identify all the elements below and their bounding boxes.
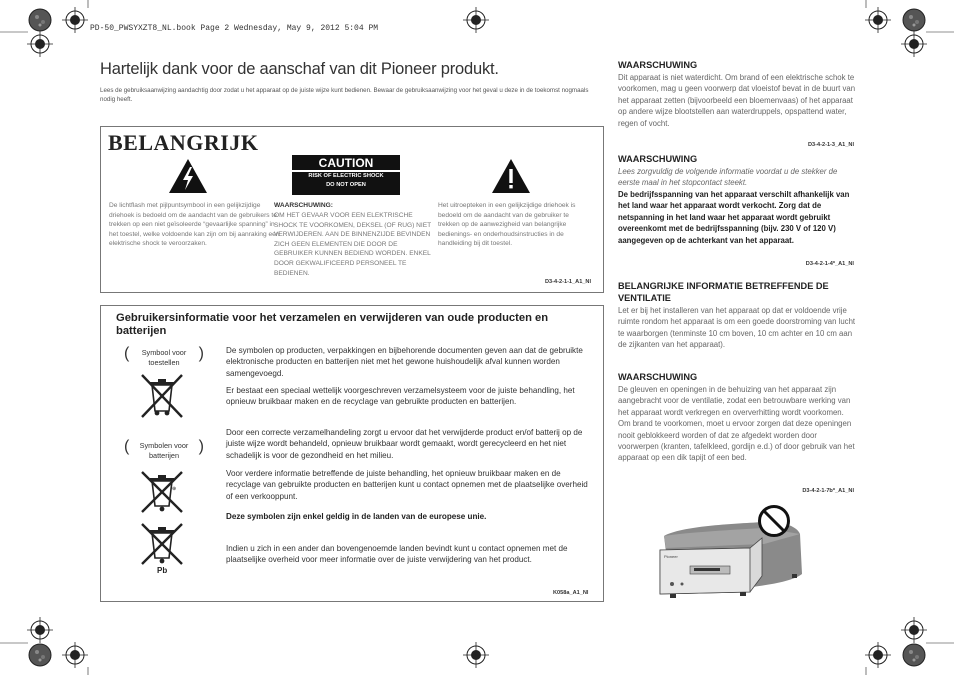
lightning-explanation: De lichtflash met pijlpuntsymbool in een gelijkzijdige driehoek is bedoeld om de aandacht van de gebruikers te trekken op een niet geïsoleerde “gevaarlijke spanning” in het toestel, welke voldoende kan zijn om bij aanraking een elektrische shock te veroorzaken. — [109, 202, 280, 248]
warning-2-italic: Lees zorgvuldig de volgende informatie voordat u de stekker de eerste maal in het stopcontact steekt. — [618, 167, 838, 188]
warning-2-bold: De bedrijfsspanning van het apparaat verschilt afhankelijk van het land waar het apparaat wordt verkocht. Zorg dat de netspanning in het land waar het apparaat wordt gebruikt overeenkomt met de bedrijfsspanning (bijv. 230 V of 120 V) aangegeven op de achterkant van het apparaat. — [618, 190, 850, 245]
gebruikers-paragraph-2: Er bestaat een speciaal wettelijk voorgeschreven verzamelsysteem voor de juiste behandling, het opnieuw bruikbaar maken en de recyclage van gebruikte producten en batterijen. — [226, 386, 575, 407]
caution-label-box — [292, 155, 400, 195]
crossed-bin-battery-pb-icon — [140, 522, 184, 566]
warning-1-heading: WAARSCHUWING — [618, 60, 698, 70]
warning-1-code: D3-4-2-1-3_A1_Nl — [807, 142, 854, 148]
gebruikers-paragraph-6: Indien u zich in een ander dan bovengenoemde landen bevindt kunt u contact opnemen met de plaatselijke overheid voor meer informatie over de juiste verwijdering van het product. — [226, 544, 568, 565]
warning-2-heading: WAARSCHUWING — [618, 154, 698, 164]
gebruikers-paragraph-3: Door een correcte verzamelhandeling zorgt u ervoor dat het verwijderde product en/of batterij op de juiste wijze wordt behandeld, opnieuw bruikbaar wordt gemaakt, wordt gerecycleerd en het niet schadelijk is voor de gezondheid en het milieu. — [226, 428, 583, 460]
caution-line-2: DO NOT OPEN — [326, 182, 366, 188]
gebruikers-title: Gebruikersinformatie voor het verzamelen en verwijderen van oude producten en batterijen — [116, 312, 549, 337]
label-batterijen: ( Symbolen voor batterijen ) — [124, 438, 204, 460]
prohibition-icon — [757, 504, 791, 538]
crossed-bin-device-icon — [140, 373, 184, 421]
svg-text:⊕: ⊕ — [172, 486, 177, 492]
ventilation-heading: BELANGRIJKE INFORMATIE BETREFFENDE DE VENTILATIE — [618, 281, 829, 303]
warning-3-heading: WAARSCHUWING — [618, 372, 698, 382]
caution-line-1: RISK OF ELECTRIC SHOCK — [308, 173, 384, 179]
caution-label: CAUTION — [318, 156, 374, 170]
caution-heading: WAARSCHUWING: — [274, 202, 333, 209]
exclamation-warning-icon — [491, 158, 531, 194]
belangrijk-code: D3-4-2-1-1_A1_Nl — [545, 279, 592, 285]
warning-3-code: D3-4-2-1-7b*_A1_Nl — [802, 488, 854, 494]
lightning-warning-icon — [168, 158, 208, 194]
ventilation-text: Let er bij het installeren van het apparaat op dat er voldoende vrije ruimte rondom het apparaat is om een goede doorstroming van lucht te waarborgen (tenminste 10 cm boven, 10 cm achter en 10 cm aan de zijkanten van het apparaat). — [618, 306, 856, 350]
crossed-bin-battery-icon — [140, 470, 184, 514]
label-toestellen-text: Symbool voor toestellen — [141, 348, 187, 367]
warning-2-code: D3-4-2-1-4*_A1_Nl — [805, 261, 854, 267]
gebruikers-paragraph-4: Voor verdere informatie betreffende de juiste behandling, het opnieuw bruikbaar maken en de recyclage van gebruikte producten en batterijen kunt u contact opnemen met de plaatselijke overheid of een verkooppunt. — [226, 469, 588, 501]
gebruikers-paragraph-1: De symbolen op producten, verpakkingen en bijbehorende documenten geven aan dat de gebruikte elektronische producten en batterijen niet met het gewone huishoudelijk afval kunnen worden samengevoegd. — [226, 346, 583, 378]
belangrijk-title: BELANGRIJK — [108, 130, 259, 155]
page-title: Hartelijk dank voor de aanschaf van dit Pioneer produkt. — [100, 60, 499, 78]
caution-explanation: OM HET GEVAAR VOOR EEN ELEKTRISCHE SHOCK TE VOORKOMEN, DEKSEL (OF RUG) NIET VERWIJDEREN. AAN DE BINNENZIJDE BEVINDEN ZICH GEEN ELEMENTEN DIE DOOR DE GEBRUIKER KUNNEN BEDIEND WORDEN. ENKEL DOOR GEKWALIFICEERD PERSONEEL TE BEDIENEN. — [274, 212, 432, 277]
exclamation-explanation: Het uitroepteken in een gelijkzijdige driehoek is bedoeld om de aandacht van de gebruiker te trekken op de aanwezigheid van belangrijke bedienings- en onderhoudsinstructies in de handleiding bij dit toestel. — [438, 202, 576, 248]
gebruikers-code: K058a_A1_Nl — [553, 590, 589, 596]
intro-text: Lees de gebruiksaanwijzing aandachtig door zodat u het apparaat op de juiste wijze kunt bedienen. Bewaar de gebruiksaanwijzing voor het geval u deze in de toekomst nogmaals nodig heeft. — [100, 87, 589, 103]
pb-label: Pb — [157, 566, 168, 575]
book-header-line: PD-50_PWSYXZT8_NL.book Page 2 Wednesday, May 9, 2012 5:04 PM — [90, 24, 379, 33]
svg-text:Pioneer: Pioneer — [664, 554, 678, 559]
label-batterijen-text: Symbolen voor batterijen — [139, 441, 189, 460]
warning-1-text: Dit apparaat is niet waterdicht. Om brand of een elektrische schok te voorkomen, mag u geen voorwerp dat vloeistof bevat in de buurt van het apparaat zetten (bijvoorbeeld een bloemenvaas) of het apparaat op andere wijze blootstellen aan waterdruppels, opspattend water, regen of vocht. — [618, 73, 856, 128]
gebruikers-paragraph-5: Deze symbolen zijn enkel geldig in de landen van de europese unie. — [226, 512, 487, 521]
warning-3-text: De gleuven en openingen in de behuizing van het apparaat zijn aangebracht voor de ventilatie, zodat een betrouwbare werking van het apparaat wordt verkregen en oververhitting wordt voorkomen. Om brand te voorkomen, moet u ervoor zorgen dat deze openingen nooit geblokkeerd worden of dat ze afgedekt worden door voorwerpen (kranten, tafelkleed, gordijn e.d.) of door gebruik van het apparaat op een dik tapijt of een bed. — [618, 385, 855, 463]
label-toestellen: ( Symbool voor toestellen ) — [124, 345, 204, 367]
